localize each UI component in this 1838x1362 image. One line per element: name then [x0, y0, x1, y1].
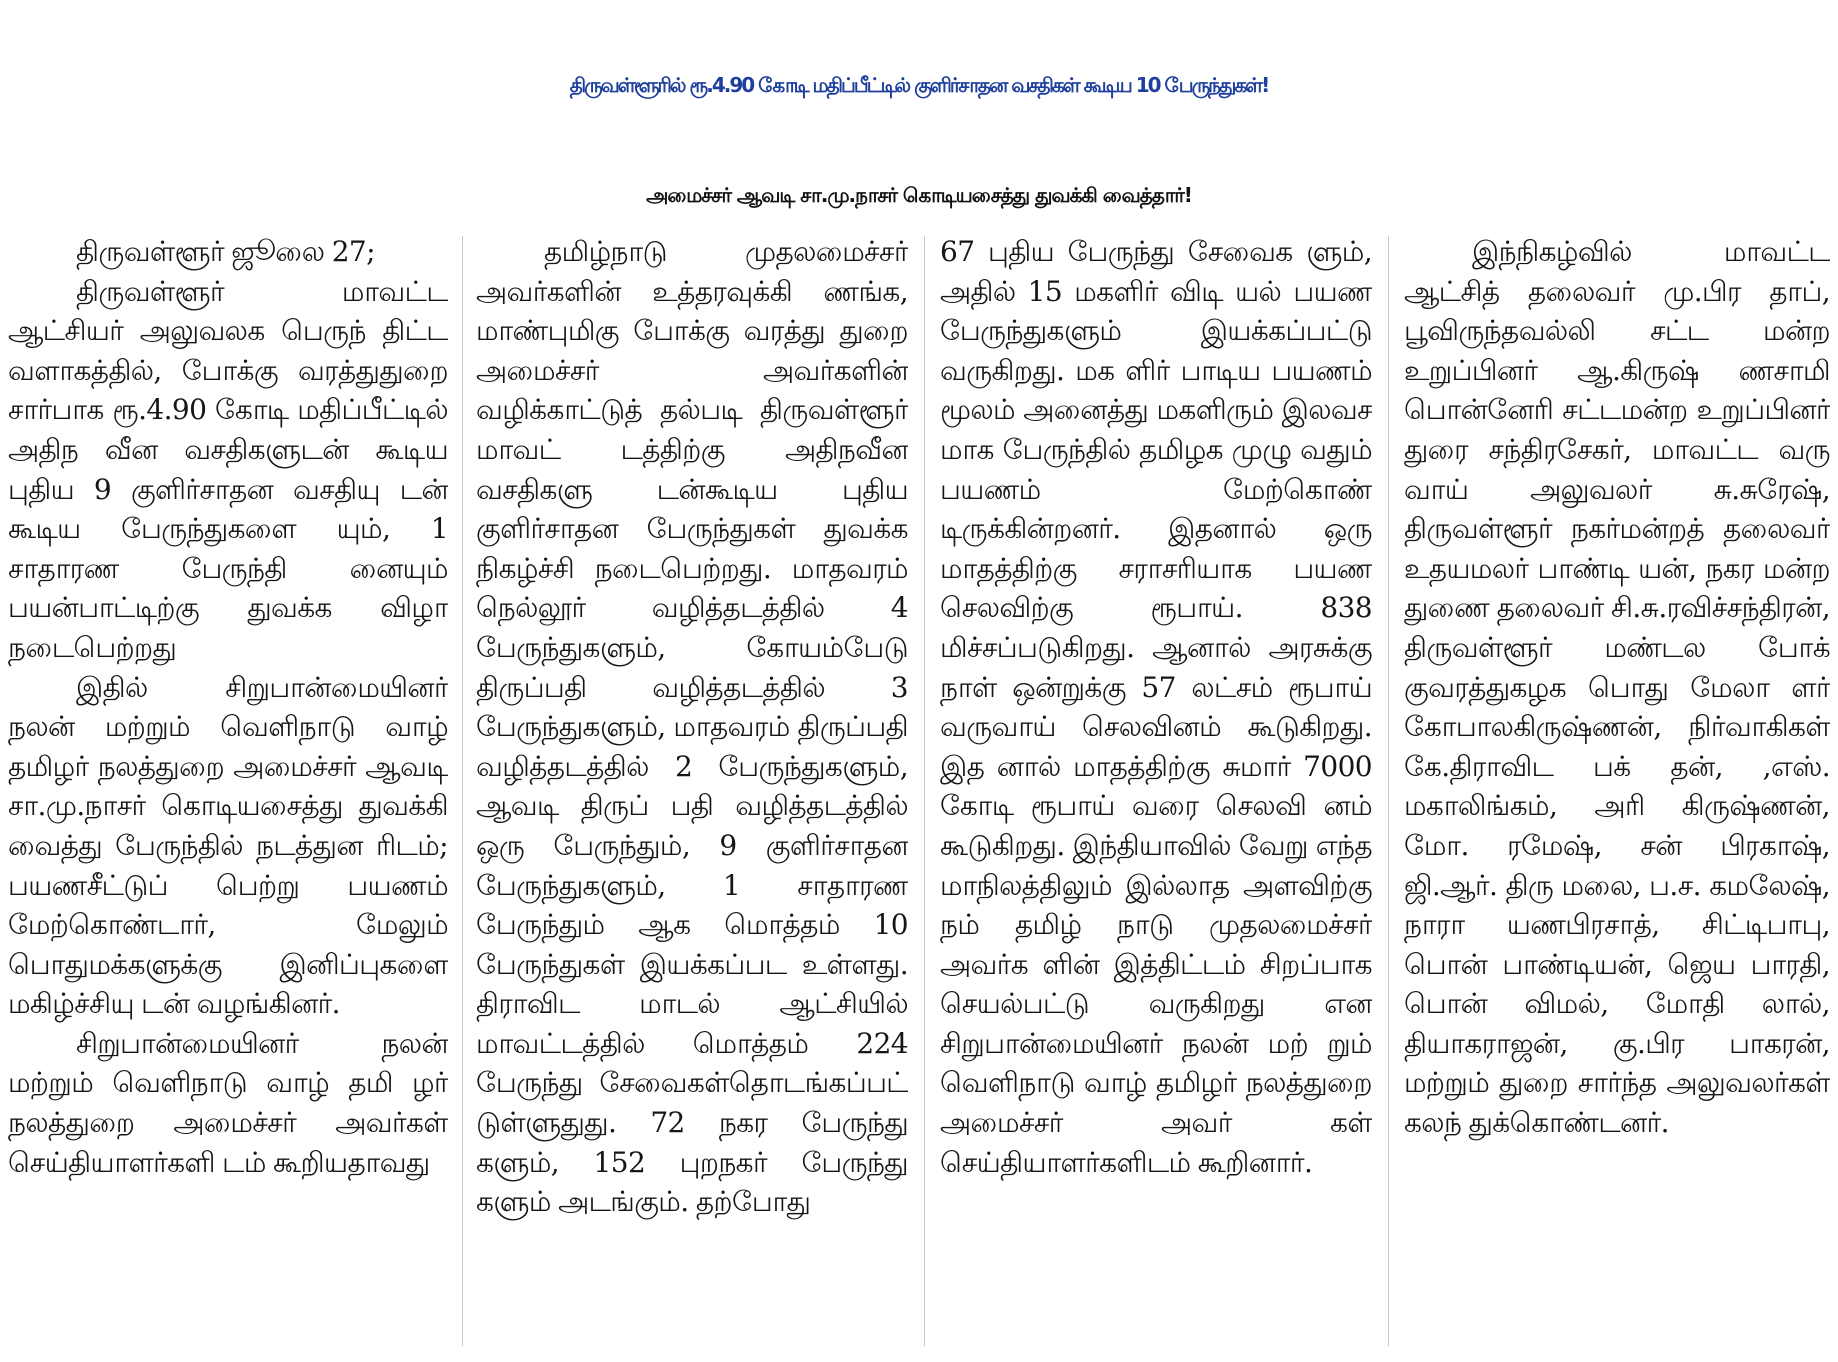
- article-column-4: [1404, 232, 1830, 1358]
- article-column-3: [940, 232, 1372, 1358]
- column-divider: [1388, 236, 1389, 1346]
- article-column-2: [476, 232, 908, 1358]
- article-paragraph: இதில் சிறுபான்மையினர் நலன் மற்றும் வெளிநாடு வாழ் தமிழர் நலத்துறை அமைச்சர் ஆவடி சா.மு.நாசர் கொடியசைத்து துவக்கி வைத்து பேருந்தில் நடத்துன ரிடம்; பயணசீட்டுப் பெற்று பயணம் மேற்கொண்டார், மேலும் பொதுமக்களுக்கு இனிப்புகளை மகிழ்ச்சியு டன் வழங்கினர்.: [8, 670, 448, 1021]
- article-paragraph: திருவள்ளூர் மாவட்ட ஆட்சியர் அலுவலக பெருந் திட்ட வளாகத்தில், போக்கு வரத்துதுறை சார்பாக ரூ.4.90 கோடி மதிப்பீட்டில் அதிந வீன வசதிகளுடன் கூடிய புதிய 9 குளிர்சாதன வசதியு டன் கூடிய பேருந்துகளை யும், 1 சாதாரண பேருந்தி னையும் பயன்பாட்டிற்கு துவக்க விழா நடைபெற்றது: [8, 274, 448, 664]
- article-paragraph: 67 புதிய பேருந்து சேவைக ளும், அதில் 15 மகளிர் விடி யல் பயண பேருந்துகளும் இயக்கப்பட்டு வருகிறது. மக ளிர் பாடிய பயணம் மூலம் அனைத்து மகளிரும் இலவச மாக பேருந்தில் தமிழக முழு வதும் பயணம் மேற்கொண் டிருக்கின்றனர். இதனால் ஒரு மாதத்திற்கு சராசரியாக பயண செலவிற்கு ரூபாய். 838 மிச்சப்படுகிறது. ஆனால் அரசுக்கு நாள் ஒன்றுக்கு 57 லட்சம் ரூபாய் வருவாய் செலவினம் கூடுகிறது. இத னால் மாதத்திற்கு சுமார் 7000 கோடி ரூபாய் வரை செலவி னம் கூடுகிறது. இந்தியாவில் வேறு எந்த மாநிலத்திலும் இல்லாத அளவிற்கு நம் தமிழ் நாடு முதலமைச்சர் அவர்க ளின் இத்திட்டம் சிறப்பாக செயல்பட்டு வருகிறது என சிறுபான்மையினர் நலன் மற் றும் வெளிநாடு வாழ் தமிழர் நலத்துறை அமைச்சர் அவர் கள் செய்தியாளர்களிடம் கூறினார்.: [940, 235, 1372, 1179]
- column-divider: [462, 236, 463, 1346]
- column-divider: [924, 236, 925, 1346]
- article-paragraph: தமிழ்நாடு முதலமைச்சர் அவர்களின் உத்தரவுக்கி ணங்க, மாண்புமிகு போக்கு வரத்து துறை அமைச்சர் அவர்களின் வழிக்காட்டுத் தல்படி திருவள்ளூர் மாவட் டத்திற்கு அதிநவீன வசதிகளு டன்கூடிய புதிய குளிர்சாதன பேருந்துகள் துவக்க நிகழ்ச்சி நடைபெற்றது. மாதவரம் நெல்லூர் வழித்தடத்தில் 4 பேருந்துகளும், கோயம்பேடு திருப்பதி வழித்தடத்தில் 3 பேருந்துகளும், மாதவரம் திருப்பதி வழித்தடத்தில் 2 பேருந்துகளும், ஆவடி திருப் பதி வழித்தடத்தில் ஒரு பேருந்தும், 9 குளிர்சாதன பேருந்துகளும், 1 சாதாரண பேருந்தும் ஆக மொத்தம் 10 பேருந்துகள் இயக்கப்பட உள்ளது. திராவிட மாடல் ஆட்சியில் மாவட்டத்தில் மொத்தம் 224 பேருந்து சேவைகள்தொடங்கப்பட் டுள்ளுதுது. 72 நகர பேருந்து களும், 152 புறநகர் பேருந்து களும் அடங்கும். தற்போது: [476, 235, 908, 1219]
- subheadline: அமைச்சர் ஆவடி சா.மு.நாசர் கொடியசைத்து துவக்கி வைத்தார்!: [646, 182, 1192, 207]
- article-column-1: [8, 232, 448, 1358]
- article-paragraph: சிறுபான்மையினர் நலன் மற்றும் வெளிநாடு வாழ் தமி ழர் நலத்துறை அமைச்சர் அவர்கள் செய்தியாளர்களி டம் கூறியதாவது: [8, 1026, 448, 1179]
- article-paragraph: இந்நிகழ்வில் மாவட்ட ஆட்சித் தலைவர் மு.பிர தாப், பூவிருந்தவல்லி சட்ட மன்ற உறுப்பினர் ஆ.கிருஷ் ணசாமி பொன்னேரி சட்டமன்ற உறுப்பினர் துரை சந்திரசேகர், மாவட்ட வரு வாய் அலுவலர் சு.சுரேஷ், திருவள்ளூர் நகர்மன்றத் தலைவர் உதயமலர் பாண்டி யன், நகர மன்ற துணை தலைவர் சி.சு.ரவிச்சந்திரன், திருவள்ளூர் மண்டல போக் குவரத்துகழக பொது மேலா ளர் கோபாலகிருஷ்ணன், நிர்வாகிகள் கே.திராவிட பக் தன், ,எஸ். மகாலிங்கம், அரி கிருஷ்ணன், மோ. ரமேஷ், சன் பிரகாஷ், ஜி.ஆர். திரு மலை, ப.ச. கமலேஷ், நாரா யணபிரசாத், சிட்டிபாபு, பொன் பாண்டியன், ஜெய பாரதி, பொன் விமல், மோதி லால், தியாகராஜன், கு.பிர பாகரன், மற்றும் துறை சார்ந்த அலுவலர்கள் கலந் துக்கொண்டனர்.: [1404, 235, 1830, 1140]
- dateline: திருவள்ளூர் ஜூலை 27;: [76, 235, 375, 268]
- headline: திருவள்ளூரில் ரூ.4.90 கோடி மதிப்பீட்டில் குளிர்சாதன வசதிகள் கூடிய 10 பேருந்துகள்!: [569, 73, 1269, 98]
